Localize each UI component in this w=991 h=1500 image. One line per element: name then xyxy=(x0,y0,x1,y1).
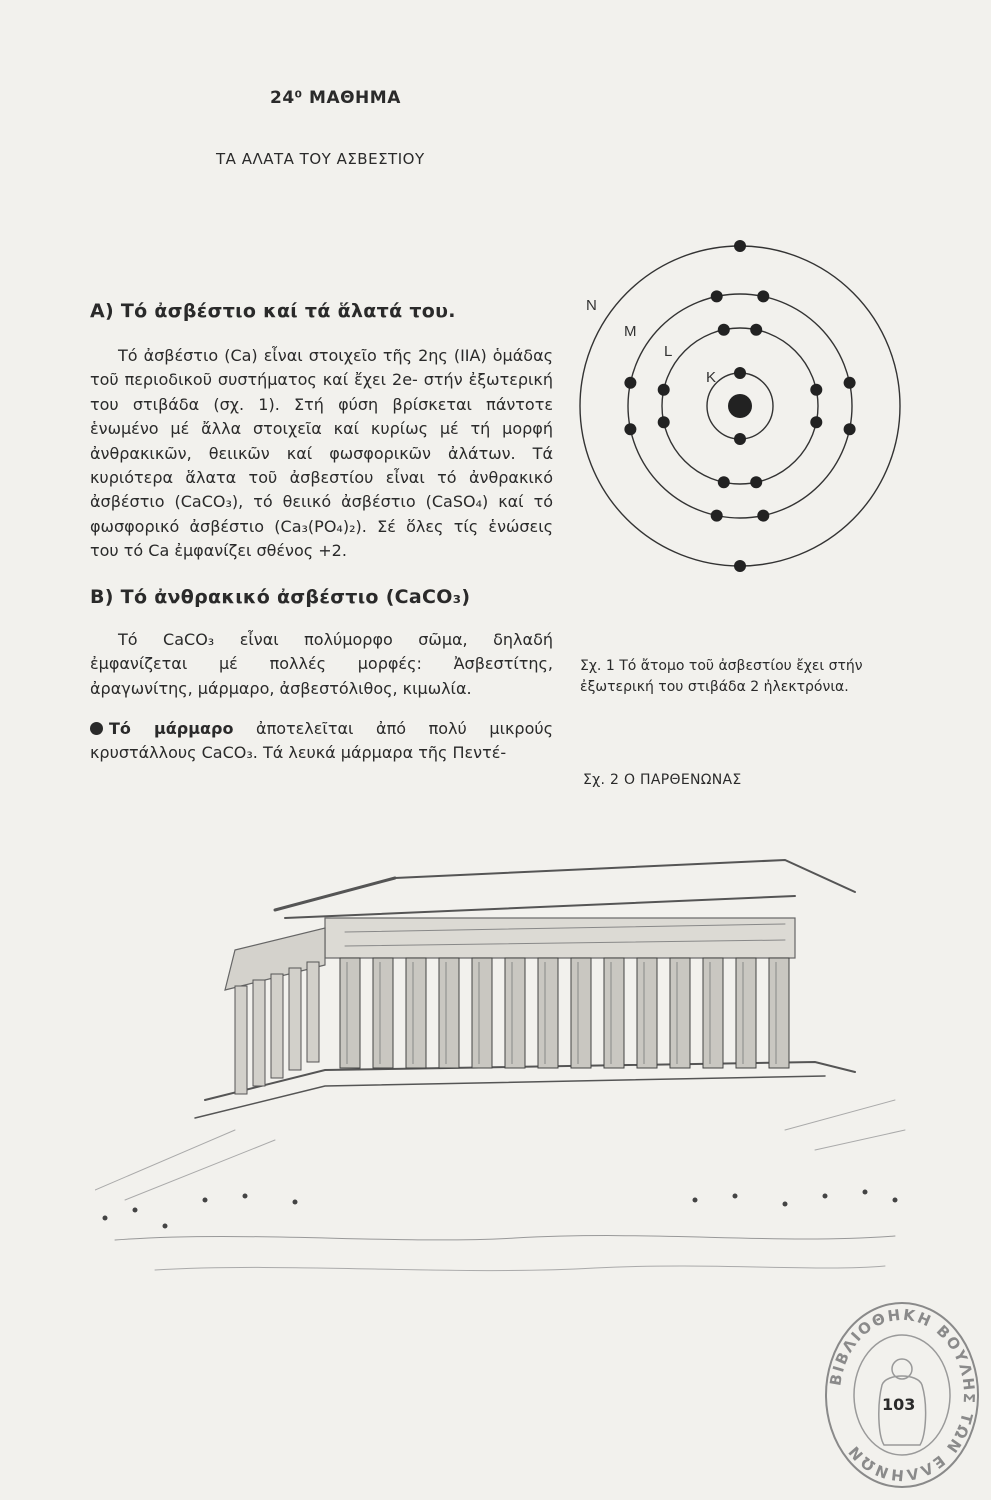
sketch-mark xyxy=(293,1200,298,1205)
figure1-caption: Σχ. 1 Τό ἄτομο τοῦ ἀσβεστίου ἔχει στήν ἐξωτερική του στιβάδα 2 ἠλεκτρόνια. xyxy=(580,658,863,695)
parthenon-column xyxy=(538,958,558,1068)
parthenon-column xyxy=(340,958,360,1068)
marble-term: Τό μάρμαρο xyxy=(109,719,234,738)
parthenon-sketch xyxy=(95,800,915,1340)
shell-label-m: M xyxy=(624,323,637,340)
electron-l xyxy=(750,324,762,336)
parthenon-column xyxy=(703,958,723,1068)
parthenon-column xyxy=(373,958,393,1068)
parthenon-side-column xyxy=(235,986,247,1094)
parthenon-column xyxy=(472,958,492,1068)
electron-m xyxy=(844,377,856,389)
sketch-mark xyxy=(783,1202,788,1207)
electron-k xyxy=(734,367,746,379)
electron-l xyxy=(718,324,730,336)
parthenon-column xyxy=(505,958,525,1068)
electron-m xyxy=(844,423,856,435)
electron-m xyxy=(711,290,723,302)
electron-m xyxy=(757,290,769,302)
marble-bullet-paragraph xyxy=(90,717,553,766)
parthenon-column xyxy=(769,958,789,1068)
marble-text: ἀποτελεῖται ἀπό πολύ μικρούς κρυστάλλους CaCO₃. Τά λευκά μάρμαρα τῆς Πεντέ- xyxy=(90,719,554,763)
lesson-number: 24⁰ ΜΑΘΗΜΑ xyxy=(270,88,401,108)
sketch-mark xyxy=(693,1198,698,1203)
parthenon-column xyxy=(736,958,756,1068)
shell-label-l: L xyxy=(664,343,673,360)
sketch-mark xyxy=(163,1224,168,1229)
electron-m xyxy=(711,510,723,522)
sketch-mark xyxy=(243,1194,248,1199)
bullet-icon xyxy=(90,722,103,735)
nucleus xyxy=(728,394,752,418)
electron-m xyxy=(624,377,636,389)
shell-label-n: N xyxy=(586,297,597,314)
section-b-paragraph: Τό CaCO₃ εἶναι πολύμορφο σῶμα, δηλαδή ἐμφανίζεται μέ πολλές μορφές: Ἀσβεστίτης, ἀραγωνίτης, μάρμαρο, ἀσβεστόλιθος, κιμωλία. xyxy=(90,630,553,698)
electron-l xyxy=(658,416,670,428)
electron-l xyxy=(658,384,670,396)
page-number: 103 xyxy=(882,1395,916,1414)
section-a-paragraph: Τό ἀσβέστιο (Ca) εἶναι στοιχεῖο τῆς 2ης (IIA) ὁμάδας τοῦ περιοδικοῦ συστήματος καί ἔχει 2e- στήν ἐξωτερική του στιβάδα (σχ. 1). Στή φύση βρίσκεται πάντοτε ἑνωμένο μέ ἄλλα στοιχεῖα καί κυρίως μέ τή μορφή ἀνθρακικῶν, θειικῶν καί φωσφορικῶν ἀλάτων. Τά κυριότερα ἅλατα τοῦ ἀσβεστίου εἶναι τό ἀνθρακικό ἀσβέστιο (CaCO₃), τό θειικό ἀσβέστιο (CaSO₄) καί τό φωσφορικό ἀσβέστιο (Ca₃(PO₄)₂). Σέ ὅλες τίς ἑνώσεις του τό Ca ἐμφανίζει σθένος +2. xyxy=(90,346,553,561)
shell-label-k: K xyxy=(706,369,717,386)
parthenon-side-column xyxy=(271,974,283,1078)
parthenon-column xyxy=(571,958,591,1068)
sketch-mark xyxy=(863,1190,868,1195)
electron-l xyxy=(810,416,822,428)
electron-k xyxy=(734,433,746,445)
lesson-title: ΤΑ ΑΛΑΤΑ ΤΟΥ ΑΣΒΕΣΤΙΟΥ xyxy=(216,150,425,168)
sketch-mark xyxy=(823,1194,828,1199)
parthenon-side-column xyxy=(289,968,301,1070)
electron-m xyxy=(624,423,636,435)
figure2-caption: Σχ. 2 Ο ΠΑΡΘΕΝΩΝΑΣ xyxy=(583,772,742,788)
sketch-mark xyxy=(133,1208,138,1213)
electron-n xyxy=(734,240,746,252)
electron-l xyxy=(810,384,822,396)
parthenon-column xyxy=(406,958,426,1068)
parthenon-column xyxy=(670,958,690,1068)
section-b-heading: Β) Τό ἀνθρακικό ἀσβέστιο (CaCO₃) xyxy=(90,586,471,608)
parthenon-side-column xyxy=(307,962,319,1062)
electron-m xyxy=(757,510,769,522)
sketch-mark xyxy=(733,1194,738,1199)
parthenon-side-column xyxy=(253,980,265,1086)
sketch-mark xyxy=(103,1216,108,1221)
electron-n xyxy=(734,560,746,572)
parthenon-column xyxy=(439,958,459,1068)
calcium-atom-diagram xyxy=(570,230,910,580)
section-a-heading: Α) Τό ἀσβέστιο καί τά ἅλατά του. xyxy=(90,300,456,322)
sketch-mark xyxy=(203,1198,208,1203)
parthenon-column xyxy=(637,958,657,1068)
electron-l xyxy=(750,476,762,488)
electron-l xyxy=(718,476,730,488)
seal-text: ΒΙΒΛΙΟΘΗΚΗ ΒΟΥΛΗΣ ΤΩΝ ΕΛΛΗΝΩΝ xyxy=(826,1305,979,1485)
sketch-mark xyxy=(893,1198,898,1203)
parthenon-column xyxy=(604,958,624,1068)
